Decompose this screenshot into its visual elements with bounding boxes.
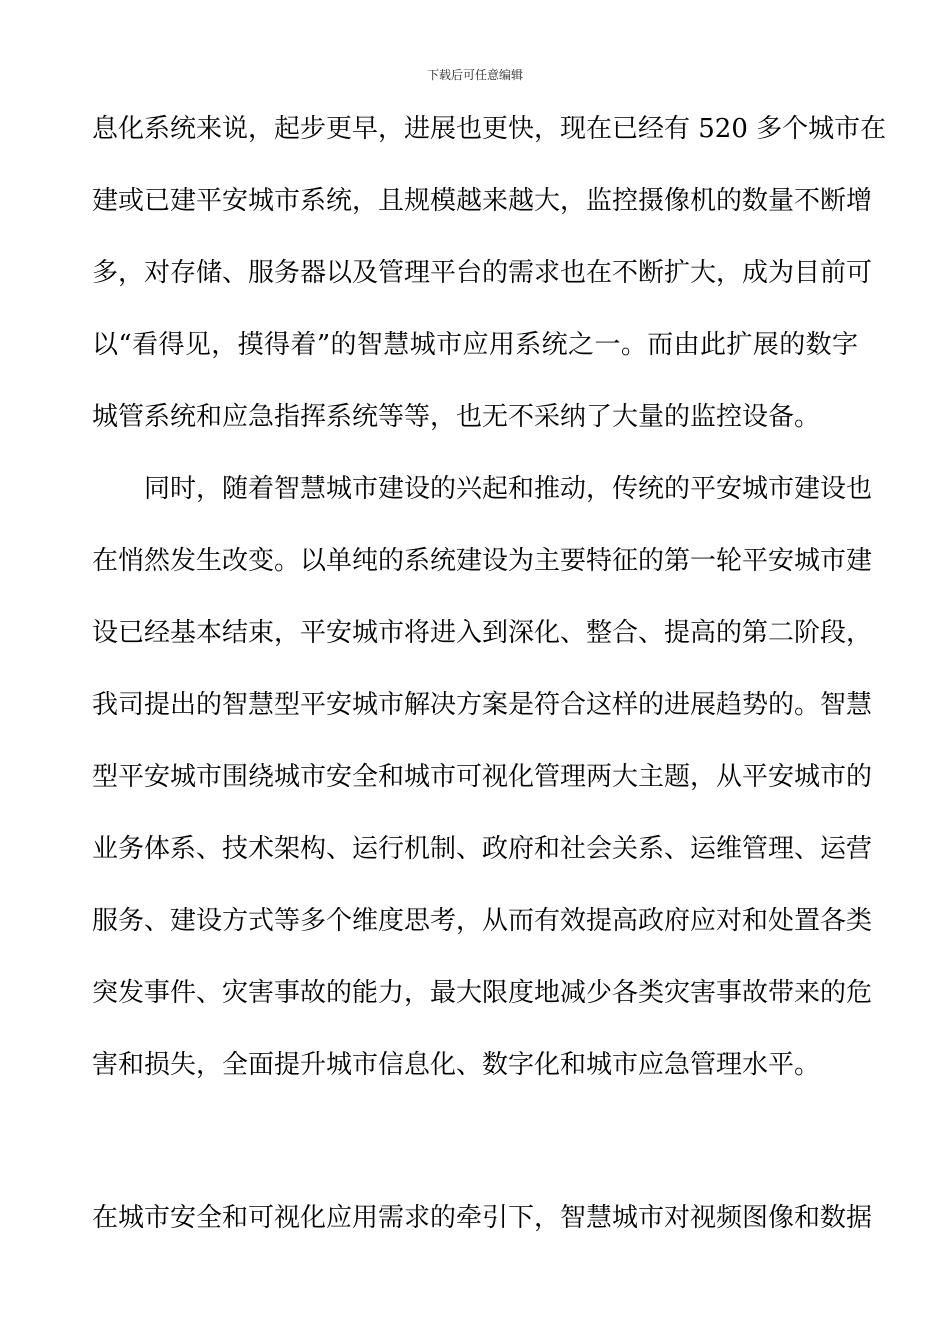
text-line: 在城市安全和可视化应用需求的牵引下，智慧城市对视频图像和数据	[92, 1203, 873, 1233]
text-line: 以“看得见，摸得着”的智慧城市应用系统之一。而由此扩展的数字	[92, 330, 858, 360]
paragraph-2	[92, 453, 873, 1101]
text-line: 同时，随着智慧城市建设的兴起和推动，传统的平安城市建设也	[144, 474, 873, 504]
page-header: 下载后可任意编辑	[426, 68, 523, 82]
text-line: 城管系统和应急指挥系统等等，也无不采纳了大量的监控设备。	[92, 402, 821, 432]
text-line: 建或已建平安城市系统，且规模越来越大，监控摄像机的数量不断增	[92, 186, 873, 216]
text-line: 息化系统来说，起步更早，进展也更快，现在已经有 520 多个城市在	[92, 114, 887, 144]
text-line: 型平安城市围绕城市安全和城市可视化管理两大主题，从平安城市的	[92, 762, 873, 792]
text-line: 业务体系、技术架构、运行机制、政府和社会关系、运维管理、运营	[92, 834, 873, 864]
text-line: 多，对存储、服务器以及管理平台的需求也在不断扩大，成为目前可	[92, 258, 873, 288]
text-line: 害和损失，全面提升城市信息化、数字化和城市应急管理水平。	[92, 1050, 821, 1080]
text-line: 我司提出的智慧型平安城市解决方案是符合这样的进展趋势的。智慧	[92, 690, 873, 720]
text-line: 在悄然发生改变。以单纯的系统建设为主要特征的第一轮平安城市建	[92, 546, 873, 576]
text-line: 突发事件、灾害事故的能力，最大限度地减少各类灾害事故带来的危	[92, 978, 873, 1008]
text-line: 服务、建设方式等多个维度思考，从而有效提高政府应对和处置各类	[92, 906, 873, 936]
text-line: 设已经基本结束，平安城市将进入到深化、整合、提高的第二阶段，	[92, 618, 873, 648]
paragraph-1	[92, 93, 887, 453]
paragraph-3	[92, 1182, 873, 1254]
